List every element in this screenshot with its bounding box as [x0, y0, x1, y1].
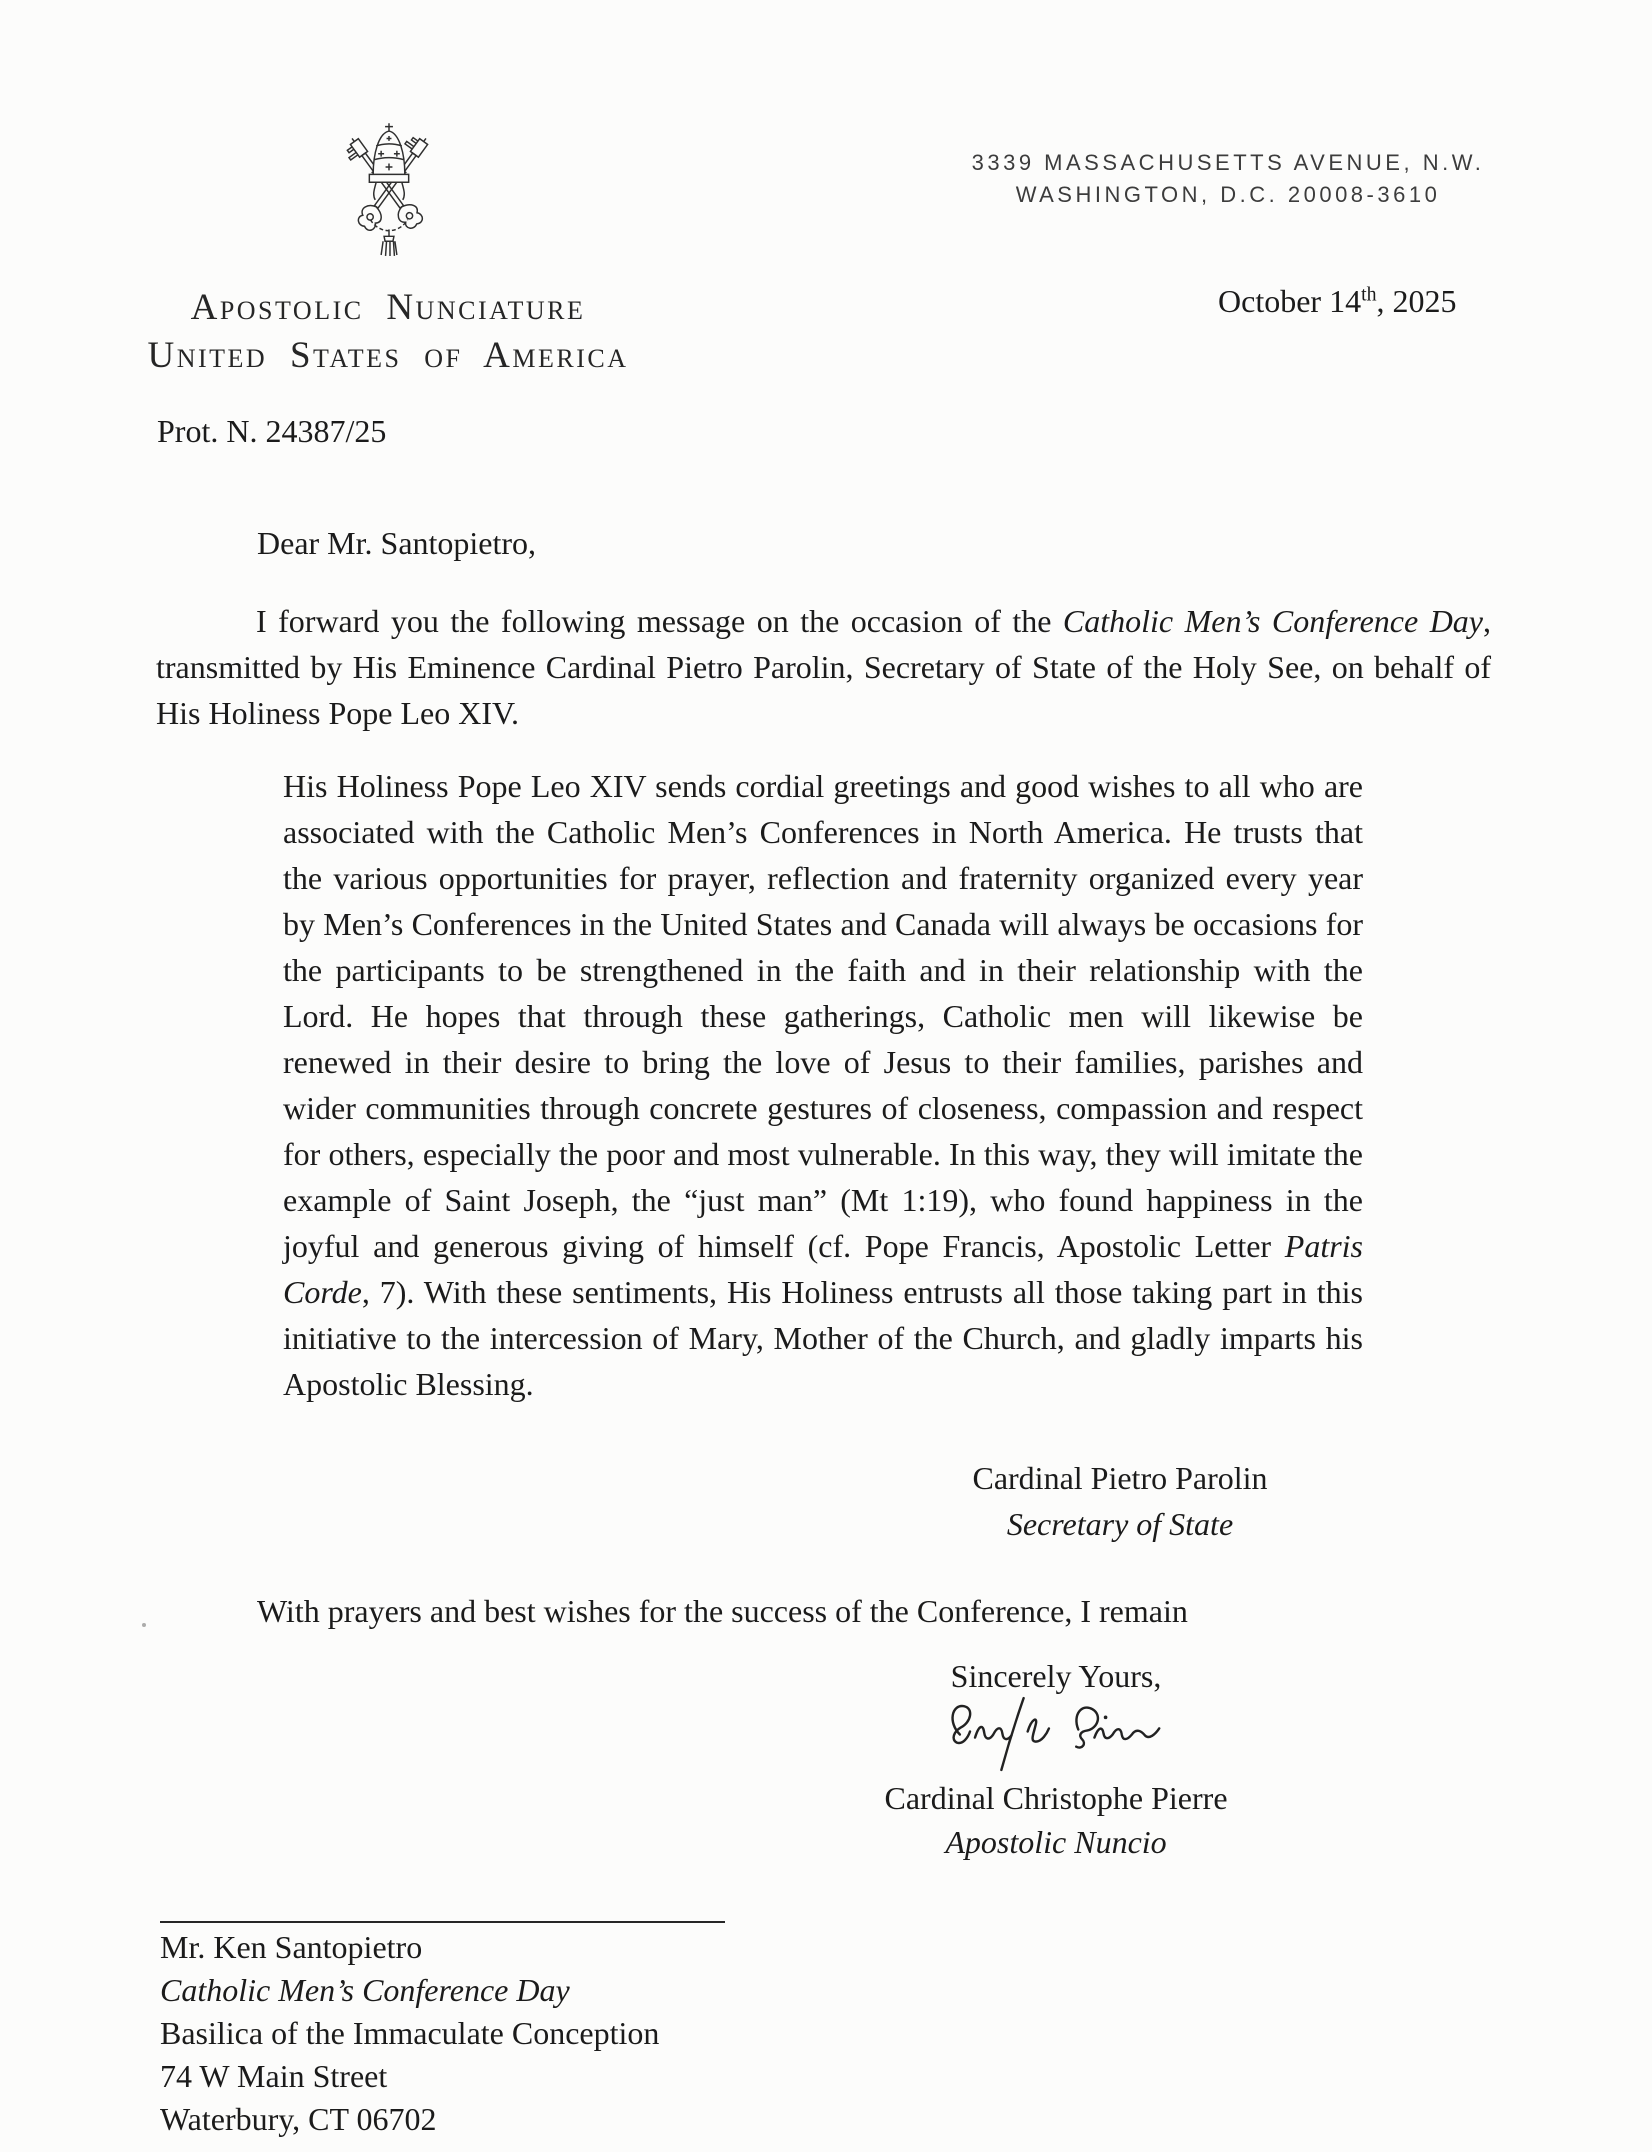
papal-tiara-crossed-keys-icon — [330, 120, 448, 270]
letterhead-org-name — [138, 284, 638, 380]
protocol-number: Prot. N. 24387/25 — [157, 413, 387, 449]
nuncio-name: Cardinal Christophe Pierre — [884, 1780, 1228, 1816]
date-ordinal-suffix: th — [1361, 283, 1377, 306]
date-day: October 14 — [1218, 283, 1362, 319]
message-signoff — [870, 1455, 1370, 1547]
recipient-divider-rule — [160, 1921, 725, 1923]
intro-seg1: I forward you the following message on the occasion of the — [256, 603, 1063, 639]
papal-crest-icon — [330, 120, 448, 270]
closing-line: With prayers and best wishes for the success of the Conference, I remain — [257, 1593, 1188, 1629]
nuncio-title: Apostolic Nuncio — [945, 1824, 1167, 1860]
scan-artifact-dot — [142, 1623, 146, 1627]
intro-seg3: , transmitted by His Eminence Cardinal Pietro Parolin, Secretary of State of the Holy See, on behalf of His Holiness Pope Leo XIV. — [156, 603, 1492, 731]
papal-tiara — [369, 123, 408, 200]
papal-message-paragraph — [283, 763, 1363, 1407]
recipient-venue: Basilica of the Immaculate Conception — [160, 2015, 660, 2051]
recipient-address-block — [160, 1926, 659, 2141]
signature-block — [806, 1776, 1306, 1864]
recipient-city: Waterbury, CT 06702 — [160, 2101, 437, 2137]
date-line — [1218, 278, 1457, 324]
letterhead-address — [928, 147, 1528, 211]
parolin-name: Cardinal Pietro Parolin — [972, 1460, 1268, 1496]
intro-paragraph — [156, 598, 1491, 736]
org-line1: Apostolic Nunciature — [190, 287, 586, 328]
message-document-title: Patris Corde — [283, 1228, 1363, 1310]
intro-event-title: Catholic Men’s Conference Day — [1062, 603, 1484, 639]
date-year: , 2025 — [1376, 283, 1457, 319]
recipient-event: Catholic Men’s Conference Day — [160, 1972, 570, 2008]
address-line1: 3339 MASSACHUSETTS AVENUE, N.W. — [971, 150, 1485, 175]
parolin-title: Secretary of State — [1006, 1506, 1234, 1542]
address-line2: WASHINGTON, D.C. 20008-3610 — [1015, 182, 1441, 207]
org-line2: United States of America — [147, 335, 629, 376]
valediction: Sincerely Yours, — [950, 1658, 1162, 1694]
recipient-street: 74 W Main Street — [160, 2058, 388, 2094]
salutation: Dear Mr. Santopietro, — [257, 525, 537, 561]
recipient-name: Mr. Ken Santopietro — [160, 1929, 423, 1965]
handwritten-signature-icon — [928, 1690, 1184, 1776]
message-seg1: His Holiness Pope Leo XIV sends cordial greetings and good wishes to all who are associated with the Catholic Men’s Conferences in North America. He trusts that the various opportunities for prayer, reflection and fraternity organized every year by Men’s Conferences in the United States and Canada will always be occasions for the participants to be strengthened in the faith and in their relationship with the Lord. He hopes that through these gatherings, Catholic men will likewise be renewed in their desire to bring the love of Jesus to their families, parishes and wider communities through concrete gestures of closeness, compassion and respect for others, especially the poor and most vulnerable. In this way, they will imitate the example of Saint Joseph, the “just man” (Mt 1:19), who found happiness in the joyful and generous giving of himself (cf. Pope Francis, Apostolic Letter — [283, 768, 1363, 1264]
message-seg3: , 7). With these sentiments, His Holiness entrusts all those taking part in this initiative to the intercession of Mary, Mother of the Church, and gladly imparts his Apostolic Blessing. — [283, 1274, 1363, 1402]
